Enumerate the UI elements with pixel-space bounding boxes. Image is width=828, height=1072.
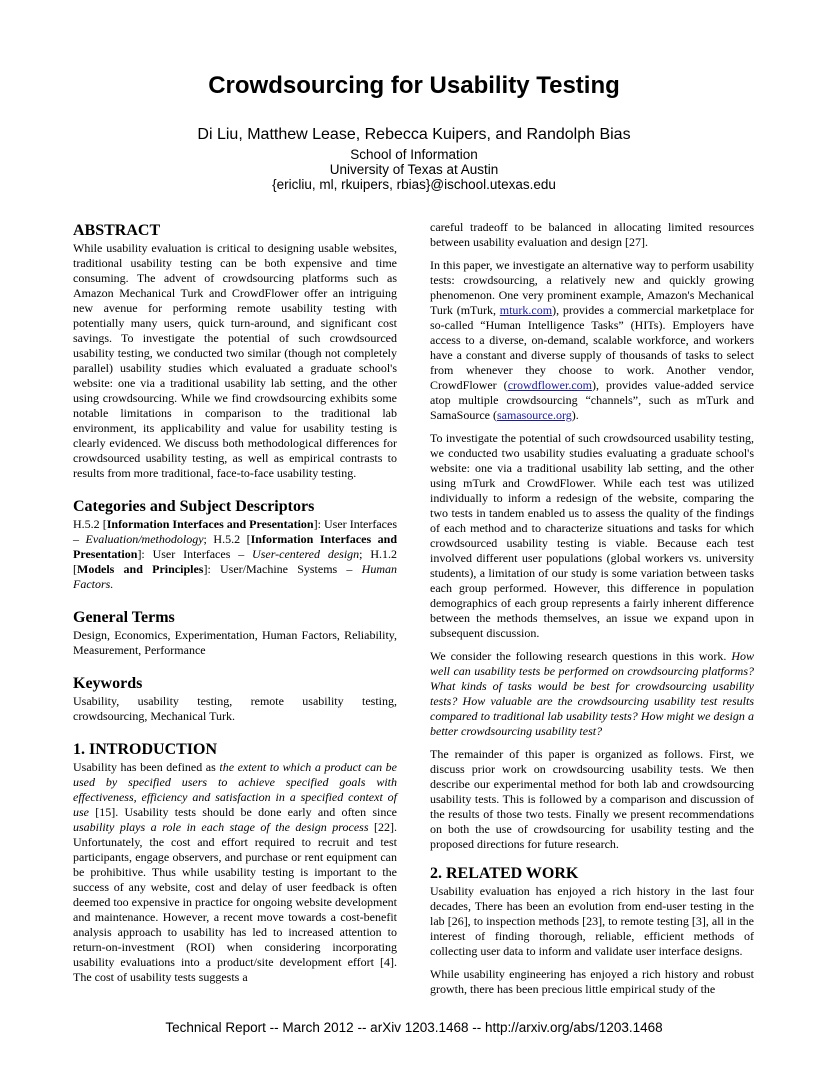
abstract-heading: ABSTRACT — [73, 222, 161, 239]
general-terms-heading: General Terms — [73, 609, 175, 626]
paper-title: Crowdsourcing for Usability Testing — [208, 72, 620, 99]
introduction-heading: 1. INTRODUCTION — [73, 741, 218, 758]
introduction-paragraph-1: Usability has been defined as the extent to which a product can be used by specified users to achieve specified goals with effectiveness, efficiency and satisfaction in a specified context of use [15]. Usability tests should be done early and often since usability plays a role in each stage of the design process [22]. Unfortunately, the cost and effort required to recruit and test participants, engage observers, and purchase or rent equipment can be prohibitive. Thus while usability testing is important to the success of any website, cost and delay of user feedback is often deemed too expensive in practice for ongoing website development and maintenance. However, a recent move towards a cost-benefit analysis approach to usability has led to increased attention to return-on-investment (ROI) when considering incorporating usability evaluations into a product/site development effort [4]. The cost of usability tests suggests a — [73, 760, 398, 984]
related-work-paragraph-2: While usability engineering has enjoyed a rich history and robust growth, there has been precious little empirical study of the — [430, 967, 754, 996]
general-terms-text: Design, Economics, Experimentation, Human Factors, Reliability, Measurement, Performance — [73, 628, 397, 657]
introduction-paragraph-2: In this paper, we investigate an alternative way to perform usability tests: crowdsourcing, a relatively new and quickly growing phenomenon. One very prominent example, Amazon's Mechanical Turk (mTurk, mturk.com), provides a commercial marketplace for so-called “Human Intelligence Tasks” (HITs). Employers have access to a diverse, on-demand, scalable workforce, and workers have a constant and diverse supply of thousands of tasks to select from whenever they choose to work. Another vendor, CrowdFlower (crowdflower.com), provides value-added service atop multiple crowdsourcing “channels”, such as mTurk and SamaSource (samasource.org). — [430, 258, 755, 422]
left-column — [73, 222, 397, 985]
crowdflower-link[interactable]: crowdflower.com — [507, 378, 592, 392]
related-work-heading: 2. RELATED WORK — [430, 865, 579, 882]
affiliation-school: School of Information — [350, 147, 478, 162]
categories-text: H.5.2 [Information Interfaces and Presentation]: User Interfaces – Evaluation/methodology; H.5.2 [Information Interfaces and Presentation]: User Interfaces – User-centered design; H.1.2 [Models and Principles]: User/Machine Systems – Human Factors. — [73, 517, 398, 591]
keywords-heading: Keywords — [73, 675, 143, 692]
keywords-text: Usability, usability testing, remote usability testing, crowdsourcing, Mechanical Turk. — [73, 694, 397, 723]
affiliation-university: University of Texas at Austin — [329, 162, 499, 177]
introduction-paragraph-4: We consider the following research questions in this work. How well can usability tests be performed on crowdsourcing platforms? What kinds of tasks would be best for crowdsourcing usability tests? How valuable are the crowdsourcing usability test results compared to traditional lab usability tests? How might we design a better crowdsourcing usability test? — [430, 649, 754, 738]
categories-heading: Categories and Subject Descriptors — [73, 498, 315, 515]
related-work-paragraph-1: Usability evaluation has enjoyed a rich history in the last four decades, There has been an evolution from end-user testing in the lab [26], to inspection methods [23], to remote testing [3], all in the interest of finding thorough, reliable, efficient methods of collecting user data to inform and validate user interface designs. — [430, 884, 754, 958]
abstract-text: While usability evaluation is critical to designing usable websites, traditional usability testing can be both expensive and time consuming. The advent of crowdsourcing platforms such as Amazon Mechanical Turk and CrowdFlower offer an intriguing new avenue for performing remote usability testing with potentially many users, quick turn-around, and significant cost savings. To investigate the potential of such crowdsourced usability testing, we conducted two similar (though not completely parallel) usability studies which evaluated a graduate school's website: one via a traditional usability lab setting, and the other using crowdsourcing. While we find crowdsourcing exhibits some notable limitations in comparison to the traditional lab environment, its applicability and value for usability testing is clearly evidenced. We discuss both methodological differences for crowdsourced usability testing, as well as empirical contrasts to results from more traditional, face-to-face usability testing. — [73, 241, 397, 480]
author-emails: {ericliu, ml, rkuipers, rbias}@ischool.utexas.edu — [272, 177, 556, 192]
samasource-link[interactable]: samasource.org — [496, 408, 572, 422]
author-list: Di Liu, Matthew Lease, Rebecca Kuipers, and Randolph Bias — [197, 126, 631, 143]
right-column — [430, 220, 754, 997]
introduction-paragraph-5: The remainder of this paper is organized as follows. First, we discuss prior work on crowdsourcing usability tests. We then describe our experimental method for both lab and crowdsourcing usability tests. This is followed by a comparison and discussion of the results of those two tests. Finally we present recommendations on both the use of crowdsourcing for usability testing and the proposed directions for future research. — [430, 747, 754, 851]
introduction-paragraph-1-cont: careful tradeoff to be balanced in allocating limited resources between usability evaluation and design [27]. — [430, 220, 754, 249]
introduction-paragraph-3: To investigate the potential of such crowdsourced usability testing, we conducted two usability studies evaluating a graduate school's website: one via a traditional usability lab setting, and the other using mTurk and CrowdFlower. While each test was utilized individually to inform a redesign of the website, comparing the two tests in tandem enabled us to assess the quality of the findings of each method and to characterize situations and tasks for which crowdsourced usability testing is viable. Because each test involved different user populations (global workers vs. university students), a limitation of our study is some variation between tasks each group performed. However, this difference in population demographics of each group represents a fairly inherent difference between the methods themselves, an issue we expand upon in subsequent discussion. — [430, 431, 754, 640]
mturk-link[interactable]: mturk.com — [499, 303, 553, 317]
page-footer: Technical Report -- March 2012 -- arXiv 1203.1468 -- http://arxiv.org/abs/1203.1468 — [165, 1020, 663, 1035]
